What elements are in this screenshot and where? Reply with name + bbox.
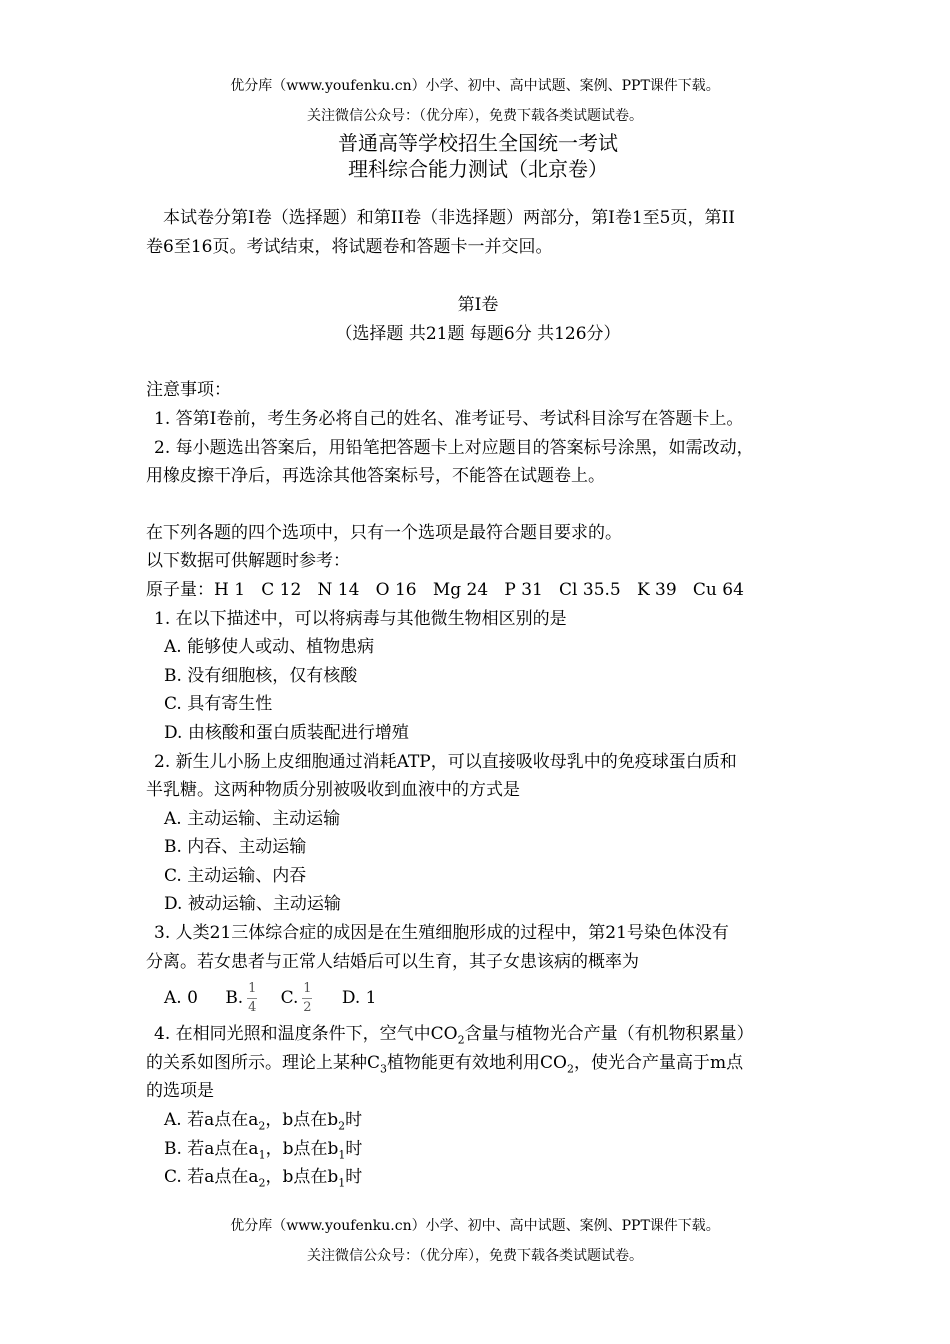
footer-line-2: 关注微信公众号：（优分库），免费下载各类试题试卷。 — [307, 1248, 643, 1264]
q4-option-a: A. 若a点在$a_2$，b点在$b_2$时 — [164, 1110, 363, 1133]
q4-stem-cont: 的关系如图所示。理论上某种$C_3$植物能更有效地利用$CO_2$，使光合产量高于m点 — [146, 1052, 744, 1076]
instructions-line-2: 以下数据可供解题时参考： — [146, 551, 350, 572]
q3-b-numerator: 1 — [248, 981, 257, 997]
q4-stem-cont-2: 的选项是 — [146, 1081, 214, 1102]
q2-option-c: C. 主动运输、内吞 — [164, 865, 307, 886]
atomic-masses: 原子量：H 1 C 12 N 14 O 16 Mg 24 P 31 Cl 35.5 K 39 Cu 64 — [146, 579, 744, 600]
q3-b-denominator: 4 — [248, 1000, 257, 1016]
q3-option-c-label: C. — [280, 988, 299, 1009]
q4-option-c: C. 若a点在$a_2$，b点在$b_1$时 — [164, 1167, 363, 1190]
q3-c-numerator: 1 — [303, 981, 312, 997]
q3-stem-cont: 分离。若女患者与正常人结婚后可以生育，其子女患该病的概率为 — [146, 951, 639, 972]
exam-subtitle: 理科综合能力测试（北京卷） — [348, 157, 608, 181]
q1-stem: 1. 在以下描述中，可以将病毒与其他微生物相区别的是 — [154, 608, 567, 629]
exam-page — [146, 130, 810, 1192]
q1-option-d: D. 由核酸和蛋白质装配进行增殖 — [164, 722, 409, 743]
notes-item-1: 1. 答第I卷前，考生务必将自己的姓名、准考证号、考试科目涂写在答题卡上。 — [154, 408, 744, 429]
q2-option-a: A. 主动运输、主动运输 — [164, 808, 341, 829]
q3-option-b-fraction — [247, 982, 257, 1015]
q3-option-c-fraction — [302, 982, 312, 1015]
q2-option-d: D. 被动运输、主动运输 — [164, 894, 341, 915]
section-subheading: （选择题 共21题 每题6分 共126分） — [335, 323, 621, 344]
header-line-2: 关注微信公众号：（优分库），免费下载各类试题试卷。 — [307, 108, 643, 124]
intro-line-1: 本试卷分第I卷（选择题）和第II卷（非选择题）两部分，第I卷1至5页，第II — [163, 208, 735, 228]
instructions-line-1: 在下列各题的四个选项中，只有一个选项是最符合题目要求的。 — [146, 522, 622, 543]
q3-option-b-label: B. — [225, 988, 244, 1009]
q1-option-a: A. 能够使人或动、植物患病 — [164, 637, 375, 658]
q2-stem-cont: 半乳糖。这两种物质分别被吸收到血液中的方式是 — [146, 780, 520, 801]
q2-stem: 2. 新生儿小肠上皮细胞通过消耗ATP，可以直接吸收母乳中的免疫球蛋白质和 — [154, 751, 737, 772]
q1-option-b: B. 没有细胞核，仅有核酸 — [164, 665, 358, 686]
q3-option-a: A. 0 — [164, 988, 198, 1009]
notes-heading: 注意事项： — [146, 380, 231, 401]
q3-stem: 3. 人类21三体综合症的成因是在生殖细胞形成的过程中，第21号染色体没有 — [154, 923, 729, 944]
footer-line-1: 优分库（www.youfenku.cn）小学、初中、高中试题、案例、PPT课件下载。 — [230, 1218, 720, 1234]
header-line-1: 优分库（www.youfenku.cn）小学、初中、高中试题、案例、PPT课件下载。 — [230, 78, 720, 94]
q3-c-denominator: 2 — [303, 1000, 312, 1016]
q4-stem: 4. 在相同光照和温度条件下，空气中$CO_2$含量与植物光合产量（有机物积累量） — [154, 1024, 754, 1047]
q4-option-b: B. 若a点在$a_1$，b点在$b_1$时 — [164, 1138, 363, 1162]
intro-line-2: 卷6至16页。考试结束，将试题卷和答题卡一并交回。 — [146, 236, 553, 257]
q1-option-c: C. 具有寄生性 — [164, 694, 273, 715]
q2-option-b: B. 内吞、主动运输 — [164, 837, 307, 858]
q3-option-d: D. 1 — [341, 988, 377, 1009]
notes-item-2: 2. 每小题选出答案后，用铅笔把答题卡上对应题目的答案标号涂黑，如需改动， — [154, 437, 754, 458]
exam-title: 普通高等学校招生全国统一考试 — [338, 131, 618, 155]
notes-item-2-cont: 用橡皮擦干净后，再选涂其他答案标号，不能答在试题卷上。 — [146, 466, 605, 487]
q3-options — [146, 976, 810, 1020]
section-heading: 第I卷 — [457, 295, 499, 316]
